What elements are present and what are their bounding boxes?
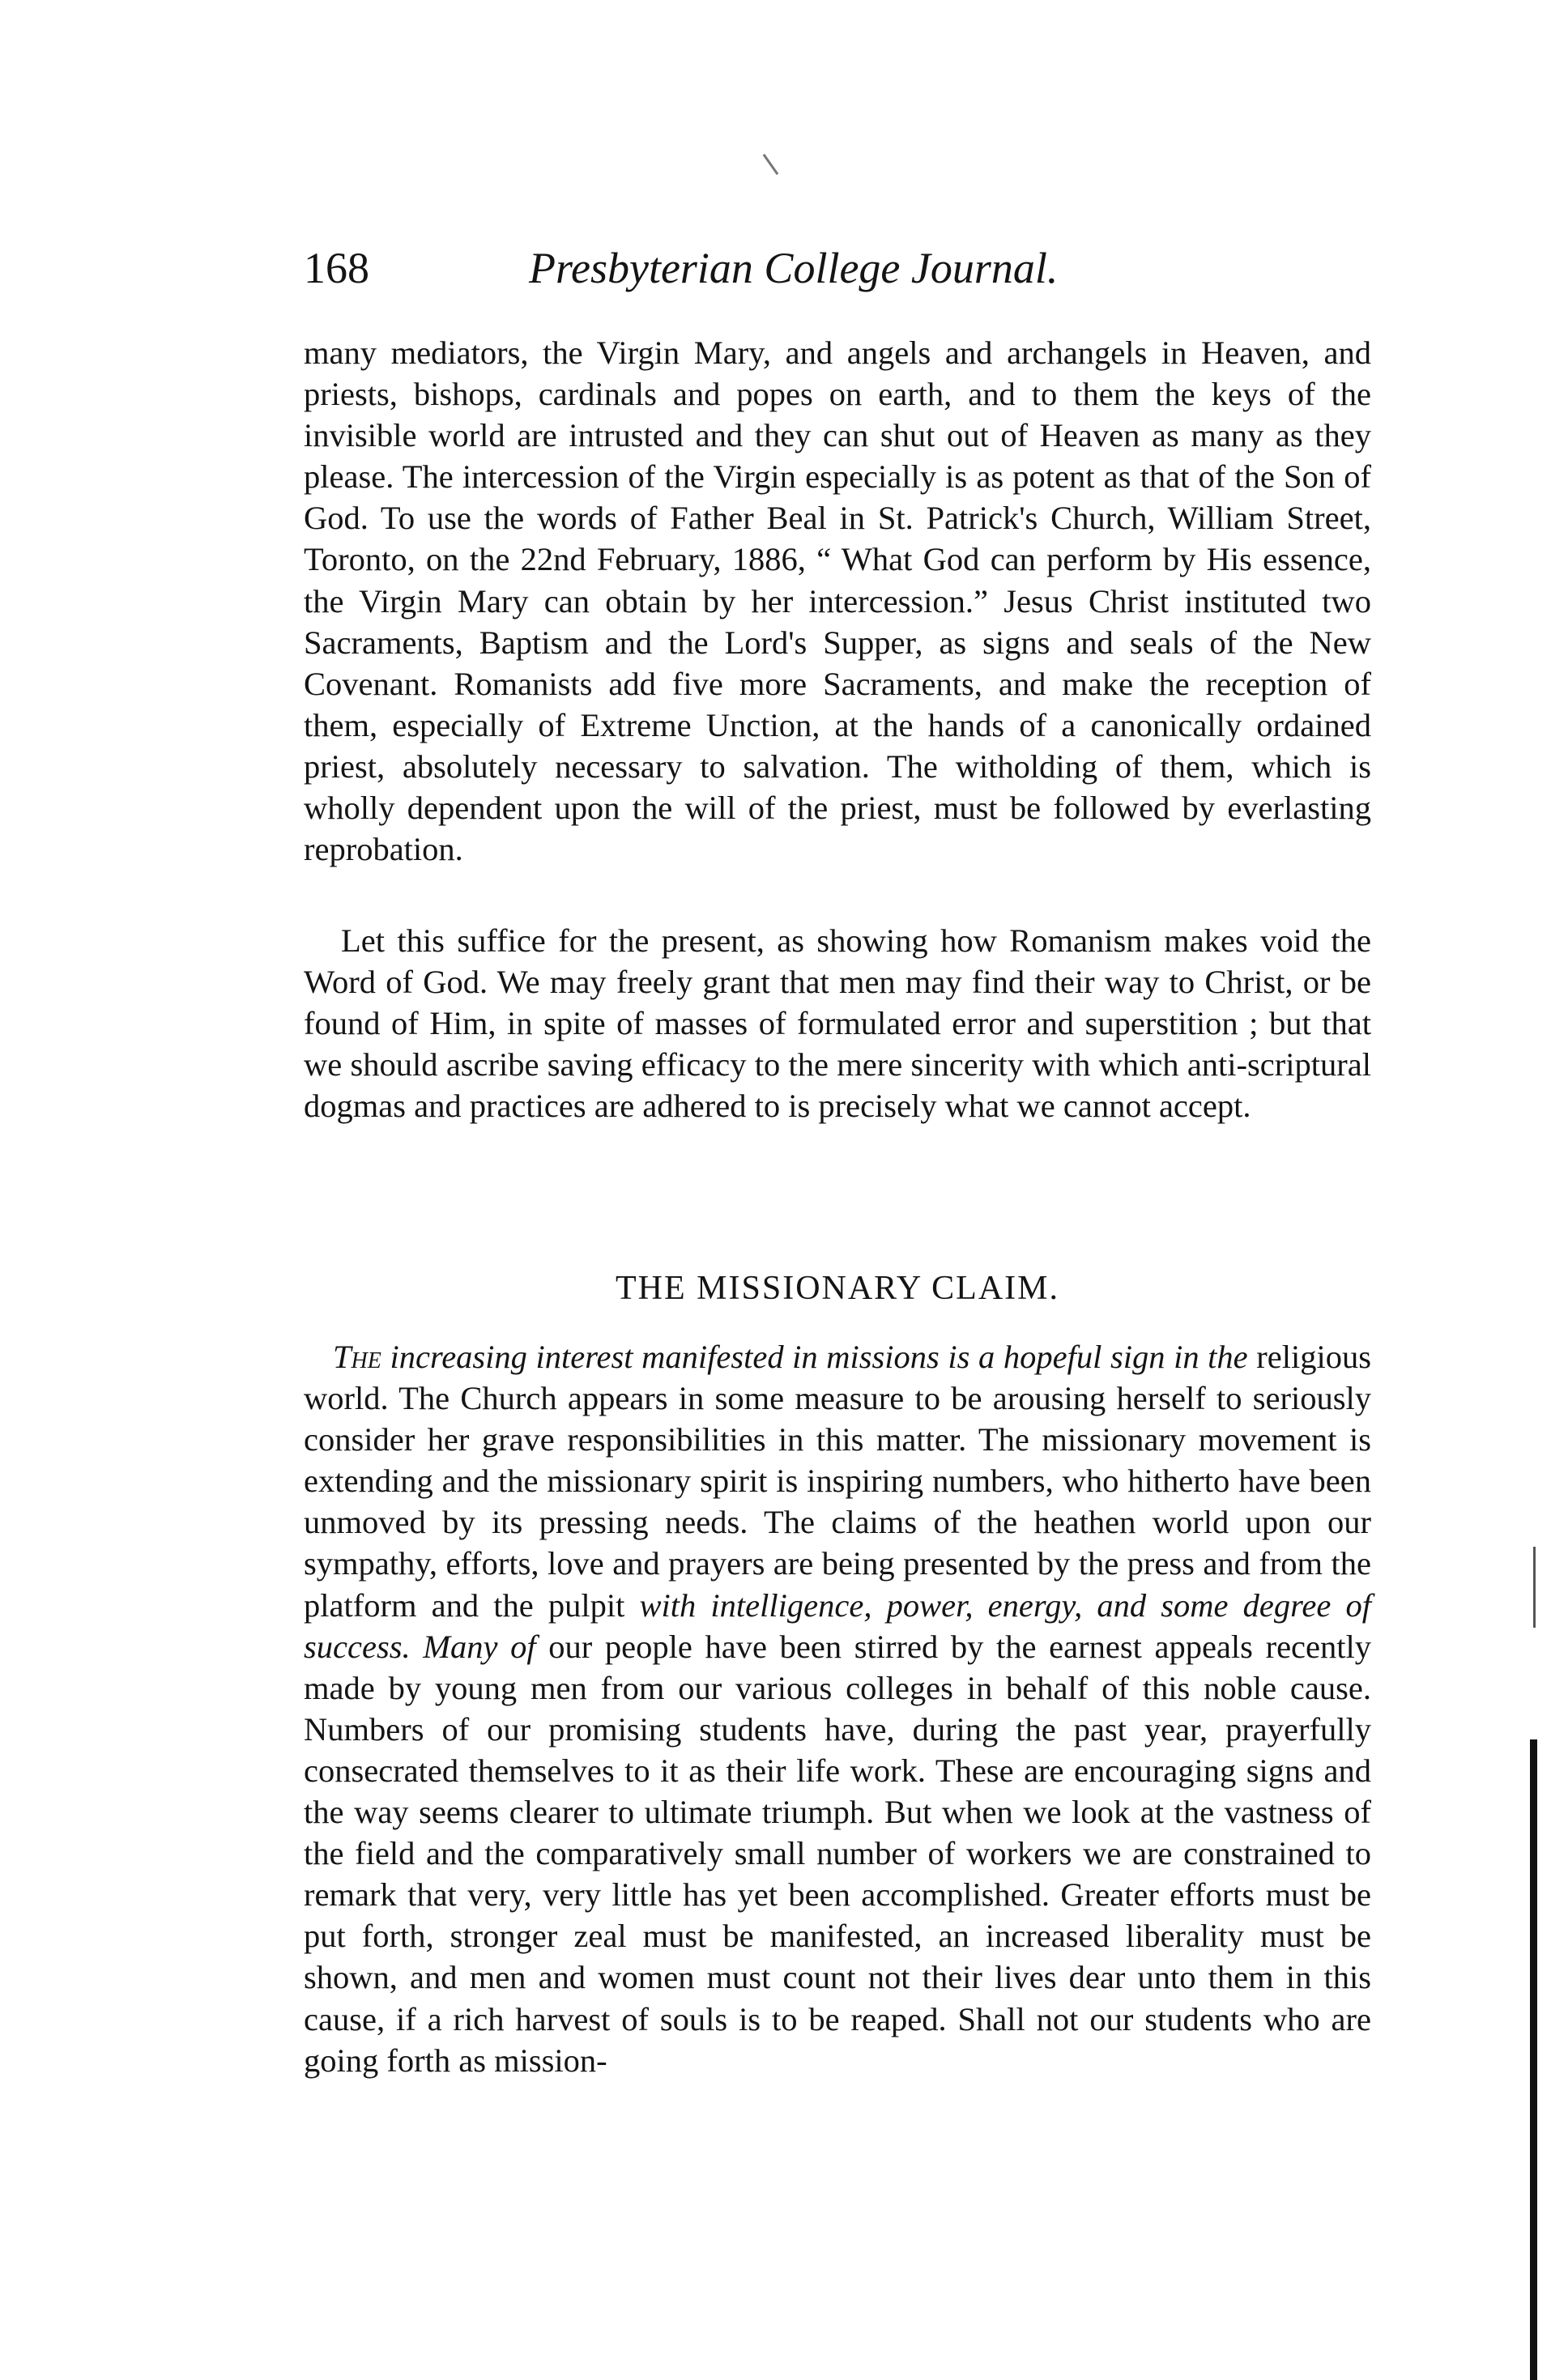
body-text-1: religious world. The Church appears in some measure to be arousing herself to seriously consider her grave responsibilities in this matter. The missionary movement is extending and the missionary spirit is inspiring numbers, who hitherto have been unmoved by its pressing needs. The claims of the heathen world upon our sympathy, efforts, love and prayers are being presented by the press and from the platform and the pulpit <box>304 1339 1371 1624</box>
body-text-2: our people have been stirred by the earnest appeals recently made by young men from our various colleges in behalf of this noble cause. Numbers of our promising students have, during the past year, prayerfully consecrated themselves to it as their life work. These are encouraging signs and the way seems clearer to ultimate triumph. But when we look at the vastness of the field and the comparatively small number of workers we are constrained to remark that very, very little has yet been accomplished. Greater efforts must be put forth, stronger zeal must be manifested, an increased liberality must be shown, and men and women must count not their lives dear unto them in this cause, if a rich harvest of souls is to be reaped. Shall not our students who are going forth as mission- <box>304 1628 1371 2079</box>
journal-title: Presbyterian College Journal. <box>529 244 1059 292</box>
scan-edge-bar <box>1530 1739 1537 2380</box>
page-number: 168 <box>304 244 369 292</box>
paragraph-text <box>304 1336 1371 2081</box>
lead-word: The <box>333 1339 381 1375</box>
running-head <box>304 240 1373 296</box>
closing-paragraph <box>304 920 1371 1126</box>
scan-edge-mark <box>1533 1547 1536 1628</box>
scan-speck <box>763 154 779 175</box>
missionary-claim-paragraph <box>304 1336 1371 2081</box>
continued-paragraph <box>304 332 1371 870</box>
paragraph-text: many mediators, the Virgin Mary, and angels and archangels in Heaven, and priests, bishops, cardinals and popes on earth, and to them the keys of the invisible world are intrusted and they can shut out of Heaven as many as they please. The intercession of the Virgin especially is as potent as that of the Son of God. To use the words of Father Beal in St. Patrick's Church, William Street, Toronto, on the 22nd February, 1886, “ What God can perform by His essence, the Virgin Mary can obtain by her intercession.” Jesus Christ instituted two Sacraments, Baptism and the Lord's Supper, as signs and seals of the New Covenant. Romanists add five more Sacraments, and make the reception of them, especially of Extreme Unction, at the hands of a canonically ordained priest, absolutely necessary to salvation. The witholding of them, which is wholly dependent upon the will of the priest, must be followed by everlasting reprobation. <box>304 334 1371 868</box>
opening-italic <box>333 1339 1248 1375</box>
lead-italic-text: increasing interest manifested in missions is a hopeful sign in the <box>381 1339 1248 1375</box>
paragraph-text: Let this suffice for the present, as showing how Romanism makes void the Word of God. We may freely grant that men may find their way to Christ, or be found of Him, in spite of masses of formulated error and superstition ; but that we should ascribe saving efficacy to the mere sincerity with which anti-scriptural dogmas and practices are adhered to is precisely what we cannot accept. <box>304 922 1371 1125</box>
body-italic-text: with intelligence, power, energy, and some degree of success. Many of <box>304 1586 1371 1665</box>
section-heading: THE MISSIONARY CLAIM. <box>616 1270 1059 1307</box>
